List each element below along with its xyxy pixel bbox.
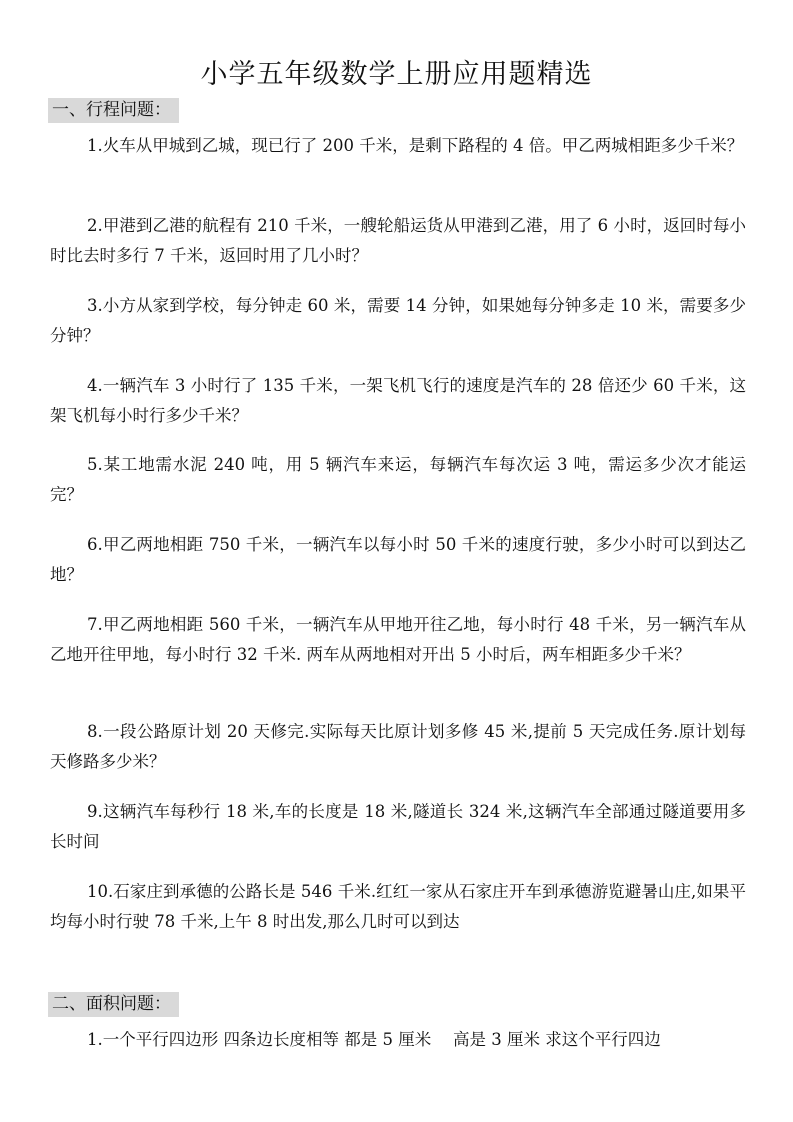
section-heading-travel: 一、行程问题： <box>48 98 179 123</box>
problem-item: 8.一段公路原计划 20 天修完.实际每天比原计划多修 45 米,提前 5 天完成任务.原计划每天修路多少米？ <box>50 722 746 771</box>
page-title: 小学五年级数学上册应用题精选 <box>200 59 593 90</box>
problem-item: 3.小方从家到学校，每分钟走 60 米，需要 14 分钟，如果她每分钟多走 10 米，需要多少分钟？ <box>50 296 746 345</box>
problem-item: 1.火车从甲城到乙城，现已行了 200 千米，是剩下路程的 4 倍。甲乙两城相距多少千米？ <box>87 136 744 155</box>
problem-item: 1.一个平行四边形 四条边长度相等 都是 5 厘米 高是 3 厘米 求这个平行四边 <box>87 1030 661 1049</box>
section-heading-area: 二、面积问题： <box>48 992 179 1017</box>
problem-item: 9.这辆汽车每秒行 18 米,车的长度是 18 米,隧道长 324 米,这辆汽车全部通过隧道要用多长时间 <box>50 802 746 851</box>
problem-item: 2.甲港到乙港的航程有 210 千米，一艘轮船运货从甲港到乙港，用了 6 小时，返回时每小时比去时多行 7 千米，返回时用了几小时？ <box>50 216 746 265</box>
problem-item: 5.某工地需水泥 240 吨，用 5 辆汽车来运，每辆汽车每次运 3 吨，需运多少次才能运完？ <box>50 455 746 504</box>
problem-item: 7.甲乙两地相距 560 千米，一辆汽车从甲地开往乙地，每小时行 48 千米，另一辆汽车从乙地开往甲地，每小时行 32 千米. 两车从两地相对开出 5 小时后，两车相距多少千米？ <box>50 615 746 664</box>
problem-item: 6.甲乙两地相距 750 千米，一辆汽车以每小时 50 千米的速度行驶，多少小时可以到达乙地？ <box>50 535 746 584</box>
problem-item: 10.石家庄到承德的公路长是 546 千米.红红一家从石家庄开车到承德游览避暑山庄,如果平均每小时行驶 78 千米,上午 8 时出发,那么几时可以到达 <box>50 882 746 931</box>
problem-item: 4.一辆汽车 3 小时行了 135 千米，一架飞机飞行的速度是汽车的 28 倍还少 60 千米，这架飞机每小时行多少千米？ <box>50 376 746 425</box>
